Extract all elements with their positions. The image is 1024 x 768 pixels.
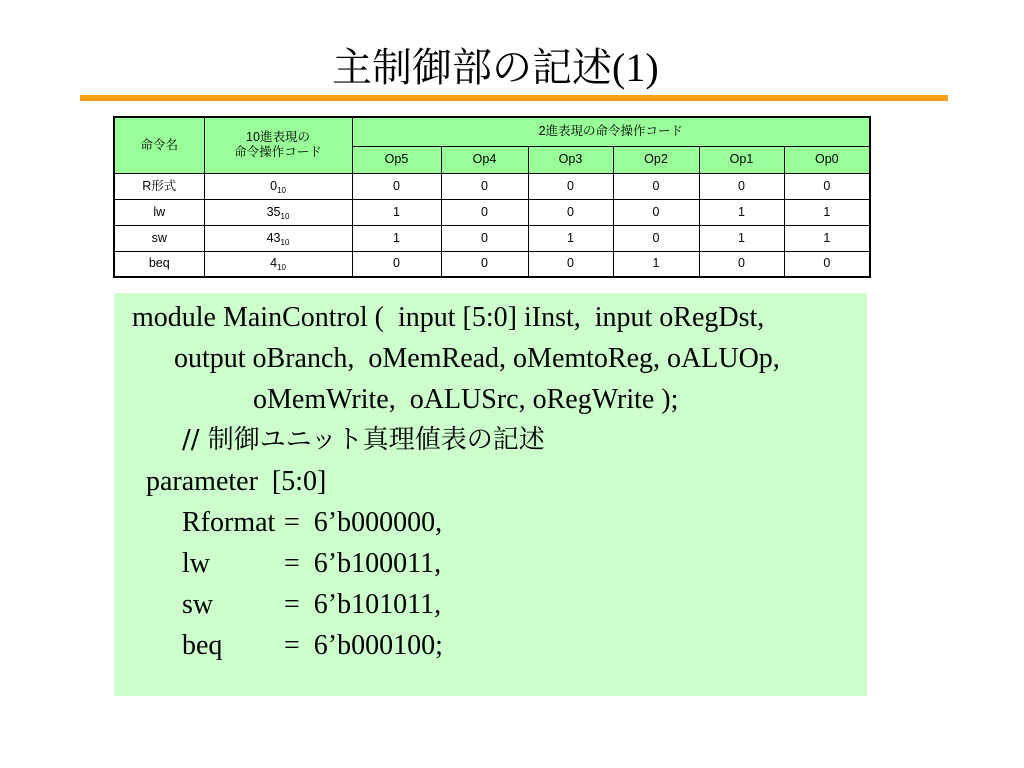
title-divider [80,95,948,101]
parameter-value: = 6’b000100; [284,630,443,661]
opcode-table [113,116,871,278]
code-line-module-header: module MainControl ( input [5:0] iInst, input oRegDst, [132,302,765,333]
bit-op5: 0 [352,251,441,277]
parameter-name: lw [182,548,210,579]
decimal-value: 0 [270,178,278,193]
bit-op1: 1 [699,199,784,225]
decimal-value: 4 [270,256,278,271]
table-body [114,173,870,277]
bit-op1: 0 [699,173,784,199]
code-comment: // 制御ユニット真理値表の記述 [182,425,545,455]
header-instruction-name: 命令名 [114,117,204,173]
bit-op2: 0 [613,199,699,225]
bit-op0: 0 [784,251,870,277]
bit-op2: 1 [613,251,699,277]
bit-op3: 0 [528,251,613,277]
header-binary-opcode: 2進表現の命令操作コード [352,117,870,146]
header-bit-op2: Op2 [613,146,699,173]
bit-op5: 1 [352,225,441,251]
bit-op2: 0 [613,173,699,199]
bit-op3: 0 [528,199,613,225]
instruction-name: beq [114,251,204,277]
bit-op0: 1 [784,225,870,251]
code-parameter-row [114,543,867,584]
code-parameter-declaration: parameter [5:0] [146,466,327,497]
decimal-base: 10 [280,211,290,221]
parameter-value: = 6’b000000, [284,507,443,538]
parameter-name: Rformat [182,507,276,538]
instruction-name: sw [114,225,204,251]
bit-op0: 1 [784,199,870,225]
instruction-name: R形式 [114,173,204,199]
header-bit-op0: Op0 [784,146,870,173]
bit-op0: 0 [784,173,870,199]
bit-op4: 0 [441,251,528,277]
parameter-value: = 6’b100011, [284,548,442,579]
decimal-base: 10 [277,185,286,195]
header-decimal-opcode-line2: 命令操作コード [234,145,322,160]
parameter-name: sw [182,589,214,620]
bit-op4: 0 [441,173,528,199]
decimal-value: 35 [266,204,281,219]
decimal-opcode [204,251,352,277]
decimal-opcode [204,199,352,225]
header-decimal-opcode-line1: 10進表現の [246,130,310,145]
code-line-outputs-continued: oMemWrite, oALUSrc, oRegWrite ); [253,384,679,415]
bit-op3: 0 [528,173,613,199]
header-bit-op4: Op4 [441,146,528,173]
table-row [114,173,870,199]
table-header [114,117,870,173]
bit-op5: 0 [352,173,441,199]
code-line-outputs: output oBranch, oMemRead, oMemtoReg, oALUOp, [174,343,780,374]
header-bit-op3: Op3 [528,146,613,173]
bit-op1: 1 [699,225,784,251]
bit-op4: 0 [441,199,528,225]
table-row [114,225,870,251]
parameter-value: = 6’b101011, [284,589,442,620]
slide-title-text: 主制御部の記述 [332,45,612,91]
slide-title-number: (1) [612,45,659,90]
decimal-value: 43 [266,230,281,245]
instruction-name: lw [114,199,204,225]
header-bit-op5: Op5 [352,146,441,173]
decimal-base: 10 [280,237,290,247]
bit-op2: 0 [613,225,699,251]
parameter-name: beq [182,630,223,661]
header-row [114,117,870,146]
decimal-opcode [204,225,352,251]
decimal-base: 10 [277,263,286,273]
header-decimal-opcode [204,117,352,173]
decimal-opcode [204,173,352,199]
slide-title [332,44,659,92]
code-block [114,293,867,696]
table-row [114,199,870,225]
code-parameter-row [114,502,867,543]
table-row [114,251,870,277]
bit-op1: 0 [699,251,784,277]
code-parameter-row [114,584,867,625]
header-bit-op1: Op1 [699,146,784,173]
bit-op4: 0 [441,225,528,251]
bit-op3: 1 [528,225,613,251]
bit-op5: 1 [352,199,441,225]
code-parameter-row [114,625,867,666]
